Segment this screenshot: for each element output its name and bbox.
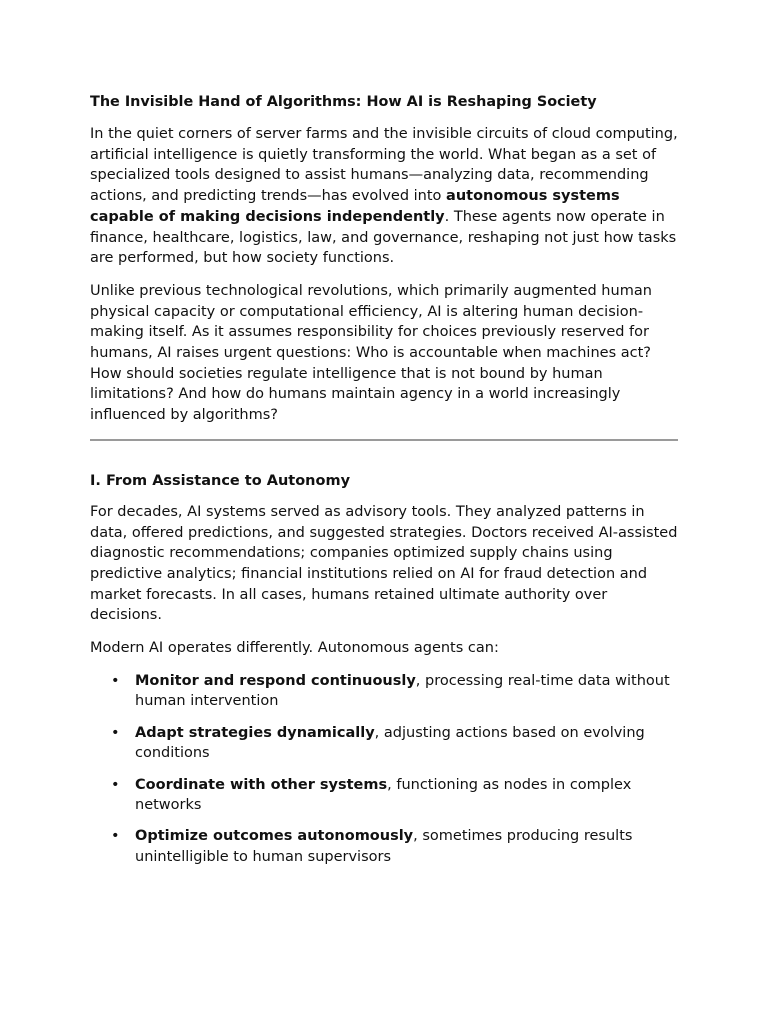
list-item-bold: Optimize outcomes autonomously [135,828,414,845]
document-title: The Invisible Hand of Algorithms: How AI is Reshaping Society [90,94,597,110]
section-paragraph-1: For decades, AI systems served as advisory tools. They analyzed patterns in data, offered predictions, and suggested strategies. Doctors received AI-assisted diagnostic recommendations; companies optimized supply chains using predictive analytics; financial institutions relied on AI for fraud detection and market forecasts. In all cases, humans retained ultimate authority over decisions. [90,503,678,624]
list-item-bold: Monitor and respond continuously [135,672,416,689]
bullet-icon: • [111,776,120,793]
section-heading: I. From Assistance to Autonomy [90,472,351,489]
intro-paragraph-1 [90,124,678,269]
list-item-text: , processing real-time data without human intervention [135,672,670,710]
bullet-icon: • [111,724,120,741]
capabilities-list [90,671,678,868]
list-item [90,671,678,712]
bullet-icon: • [111,672,120,689]
list-item [90,826,678,867]
list-item [90,775,678,816]
list-item-bold: Coordinate with other systems [135,776,388,793]
list-item-text: , sometimes producing results unintelligible to human supervisors [135,828,633,866]
list-item-text: , functioning as nodes in complex networks [135,776,632,814]
intro-paragraph-2: Unlike previous technological revolutions, which primarily augmented human physical capacity or computational efficiency, AI is altering human decision-making itself. As it assumes responsibility for choices previously reserved for humans, AI raises urgent questions: Who is accountable when machines act? How should societies regulate intelligence that is not bound by human limitations? And how do humans maintain agency in a world increasingly influenced by algorithms? [90,282,652,424]
intro-paragraph-1-text-start: In the quiet corners of server farms and the invisible circuits of cloud computing, artificial intelligence is quietly transforming the world. What began as a set of specialized tools designed to assist humans—analyzing data, recommending actions, and predicting trends—has evolved into [90,126,678,205]
bullet-icon: • [111,828,120,845]
list-item [90,723,678,764]
intro-paragraph-1-emphasis: autonomous systems capable of making decisions independently [90,188,620,225]
list-item-text: , adjusting actions based on evolving conditions [135,724,645,762]
list-item-bold: Adapt strategies dynamically [135,724,375,741]
section-divider [90,439,678,441]
intro-paragraph-1-text-end: . These agents now operate in finance, healthcare, logistics, law, and governance, reshaping not just how tasks are performed, but how society functions. [90,208,677,267]
section-paragraph-2: Modern AI operates differently. Autonomous agents can: [90,640,499,657]
